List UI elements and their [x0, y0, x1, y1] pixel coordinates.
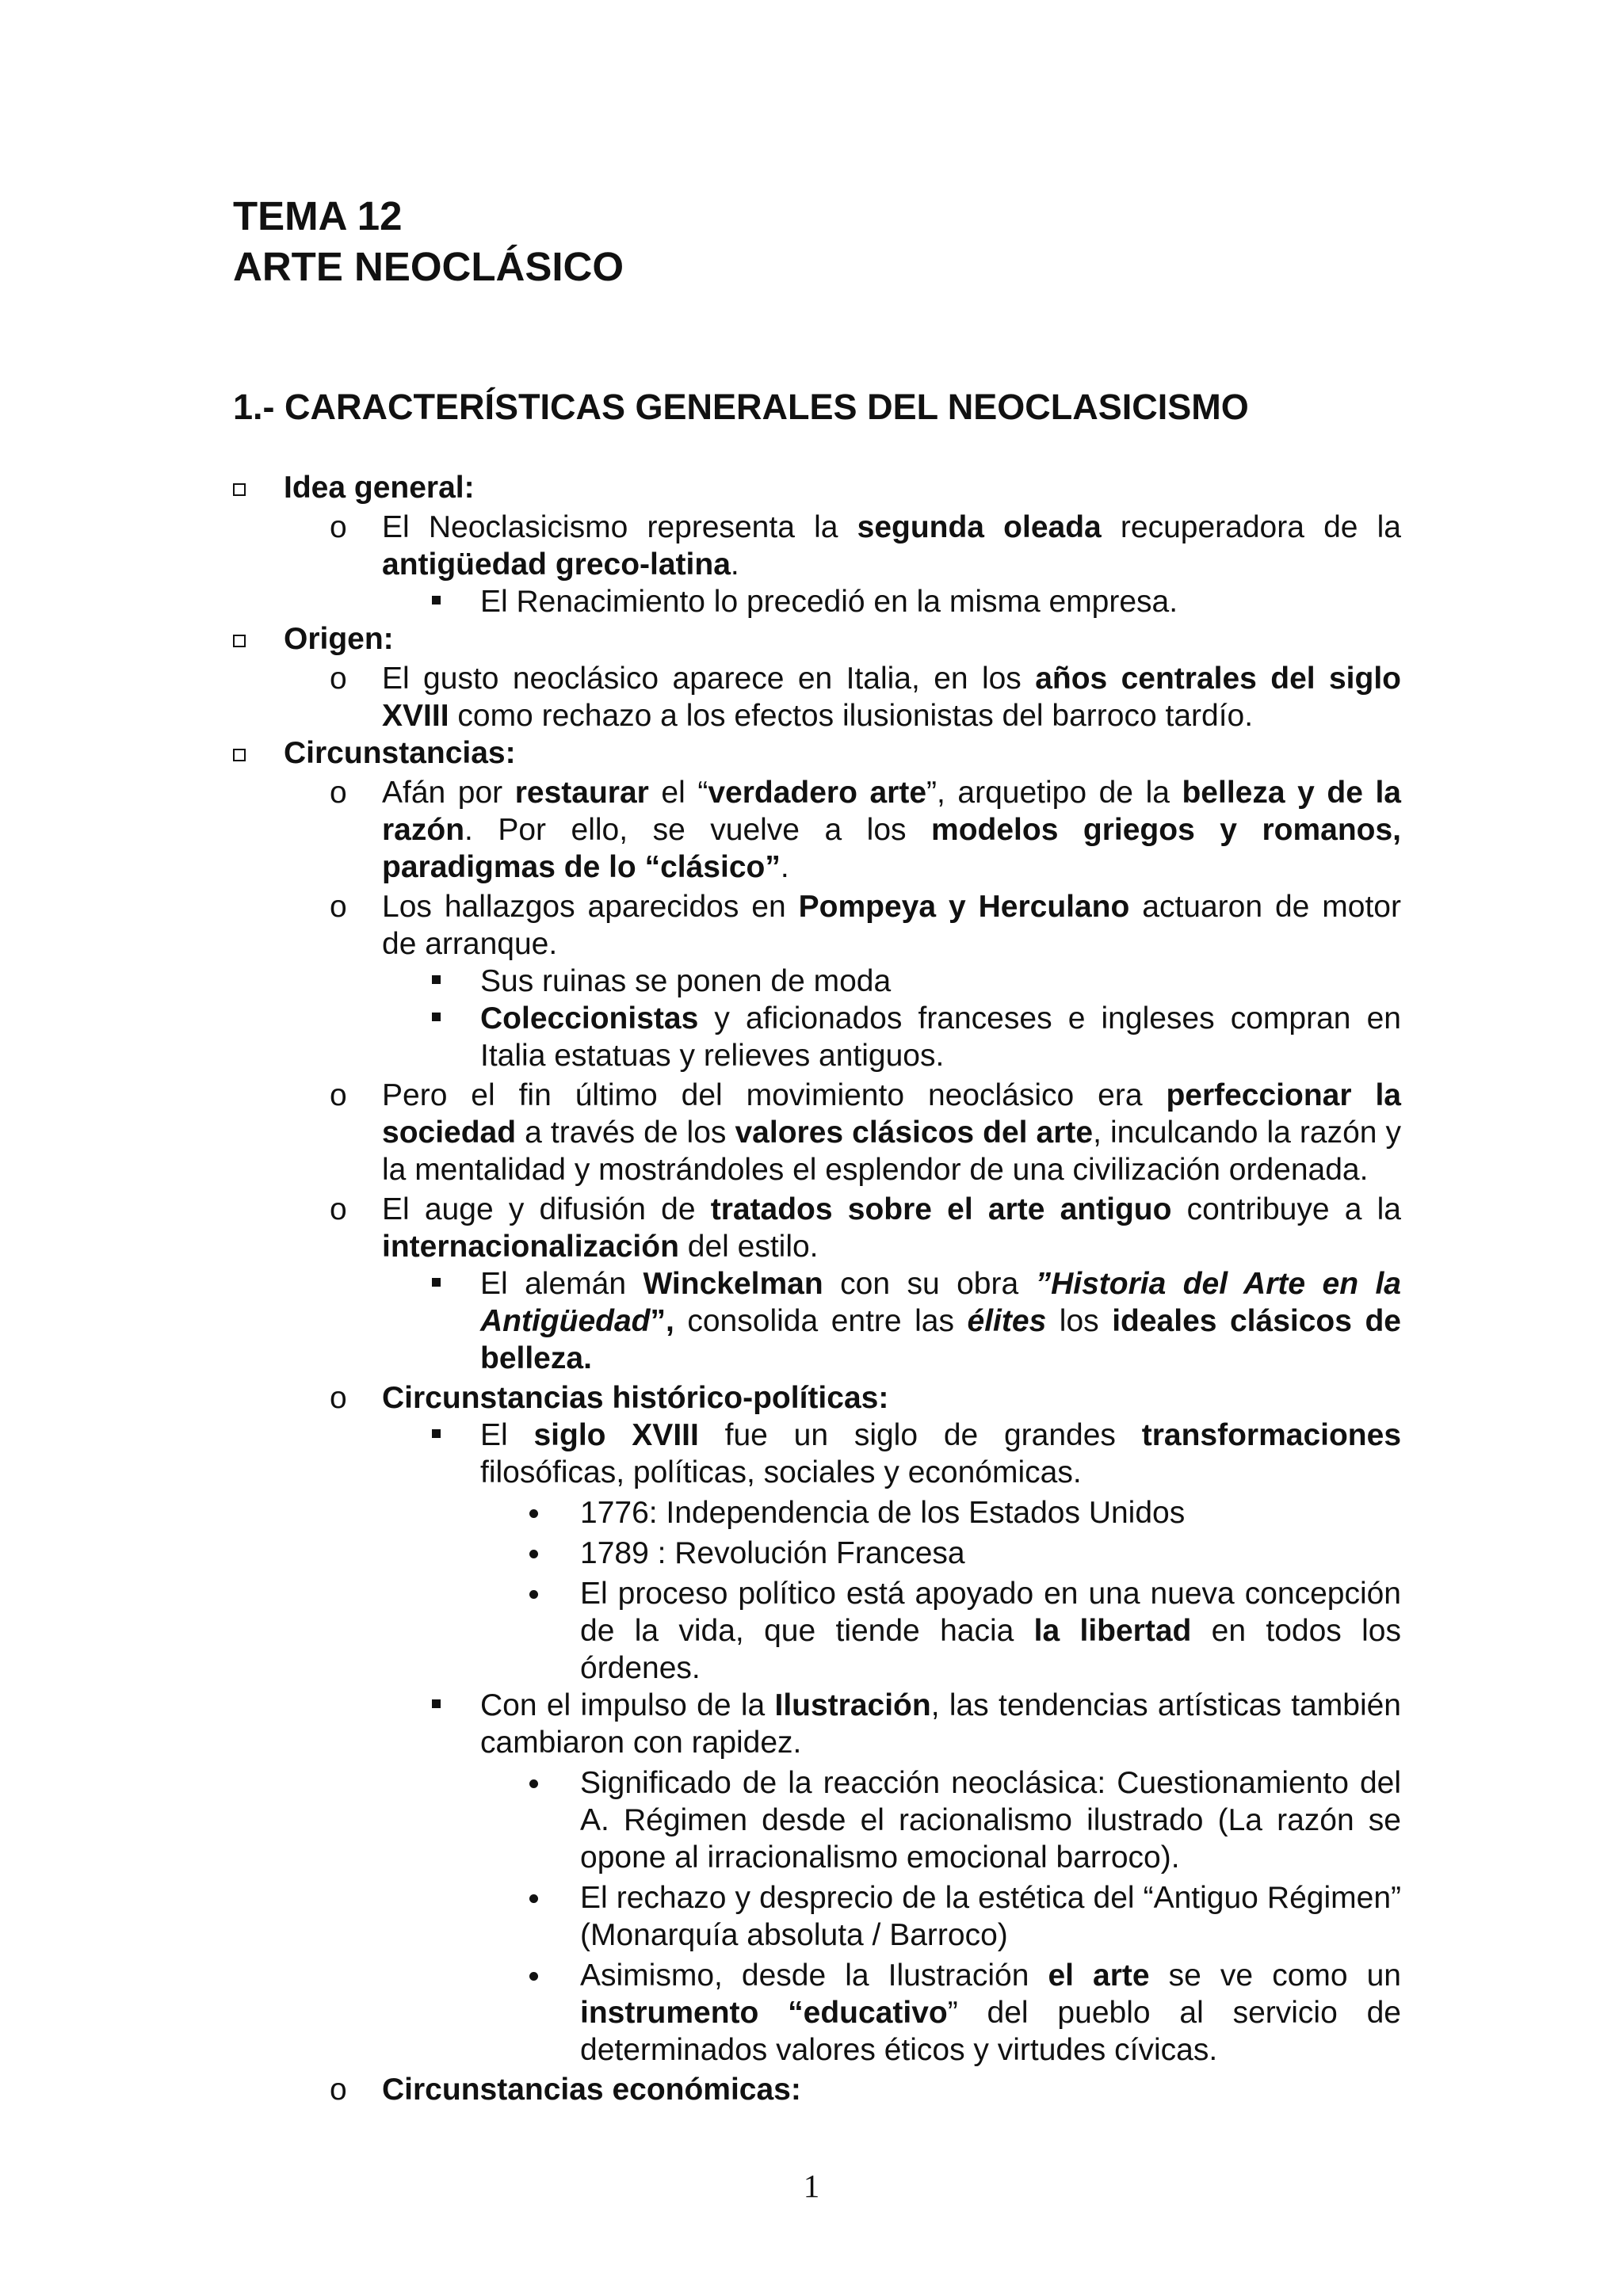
item-text: contribuye a la: [1171, 1192, 1401, 1226]
item-text: El rechazo y desprecio de la estética del “Antiguo Régimen” (Monarquía absoluta / Barroco): [580, 1881, 1401, 1952]
item-text: el “: [648, 776, 708, 810]
item-text: a través de los: [516, 1116, 735, 1150]
item-text: Sus ruinas se ponen de moda: [480, 964, 892, 998]
item-text: El alemán: [480, 1267, 643, 1301]
item-text: restaurar: [514, 776, 649, 810]
item-text: Pompeya y Herculano: [798, 890, 1130, 924]
item-text: 1789 : Revolución Francesa: [580, 1536, 965, 1570]
square-bullet-icon: [432, 975, 441, 984]
title-line-subject: ARTE NEOCLÁSICO: [233, 244, 624, 289]
item-text: los: [1046, 1304, 1113, 1338]
list-item: [233, 1535, 1401, 1572]
list-item: [233, 888, 1401, 963]
list-item: [233, 1687, 1401, 1761]
dot-bullet-icon: [529, 1509, 538, 1518]
list-item: [233, 1879, 1401, 1954]
item-text: tratados sobre el arte antiguo: [710, 1192, 1172, 1226]
dot-bullet-icon: [529, 1894, 538, 1903]
square-bullet-icon: [432, 1699, 441, 1708]
item-text: El Renacimiento lo precedió en la misma empresa.: [480, 585, 1178, 619]
item-text: Idea general:: [284, 471, 475, 505]
item-text: Coleccionistas: [480, 1001, 699, 1035]
item-text: la libertad: [1033, 1614, 1192, 1648]
item-text: Afán por: [382, 776, 515, 810]
circle-bullet-icon: o: [330, 1078, 347, 1112]
title-line-topic: TEMA 12: [233, 193, 403, 238]
item-text: ideales clásicos de belleza.: [480, 1304, 1401, 1375]
list-item: [233, 660, 1401, 734]
item-text: Circunstancias:: [284, 736, 516, 770]
item-text: transformaciones: [1141, 1418, 1402, 1452]
list-item: [233, 2071, 1401, 2108]
square-bullet-icon: [432, 1013, 441, 1021]
item-text: recuperadora de la: [1101, 510, 1401, 544]
dot-bullet-icon: [529, 1590, 538, 1599]
item-text: segunda oleada: [857, 510, 1102, 544]
item-text: Significado de la reacción neoclásica: Cuestionamiento del A. Régimen desde el racionalismo ilustrado (La razón se opone al irracionalismo emocional barroco).: [580, 1766, 1401, 1875]
item-text: .: [780, 850, 789, 884]
list-item: [233, 1000, 1401, 1074]
item-text: , las tendencias artísticas también cambiaron con rapidez.: [480, 1688, 1401, 1760]
list-item: [233, 1494, 1401, 1531]
list-item: [233, 1191, 1401, 1265]
item-text: actuaron de motor de arranque.: [382, 890, 1401, 961]
item-text: El gusto neoclásico aparece en Italia, en los: [382, 662, 1036, 696]
circle-bullet-icon: o: [330, 510, 347, 544]
item-text: modelos griegos y romanos, paradigmas de lo “clásico”: [382, 813, 1401, 884]
list-item: [233, 620, 1401, 658]
item-text: El proceso político está apoyado en una nueva concepción de la vida, que tiende hacia: [580, 1577, 1401, 1648]
item-text: ”Historia del Arte en la Antigüedad: [480, 1267, 1401, 1338]
item-text: verdadero arte: [708, 776, 927, 810]
item-text: Circunstancias histórico-políticas:: [382, 1381, 889, 1415]
dot-bullet-icon: [529, 1779, 538, 1788]
item-text: valores clásicos del arte: [735, 1116, 1094, 1150]
list-item: [233, 1379, 1401, 1417]
item-text: Ilustración: [774, 1688, 931, 1722]
item-text: ”, arquetipo de la: [926, 776, 1182, 810]
item-text: fue un siglo de grandes: [698, 1418, 1142, 1452]
outline-list: [233, 469, 1401, 2108]
circle-bullet-icon: o: [330, 2073, 347, 2107]
item-text: El Neoclasicismo representa la: [382, 510, 857, 544]
circle-bullet-icon: o: [330, 1381, 347, 1415]
list-item: [233, 1764, 1401, 1876]
dot-bullet-icon: [529, 1550, 538, 1558]
square-bullet-icon: [432, 596, 441, 605]
item-text: se ve como un: [1149, 1958, 1402, 1993]
item-text: ”,: [650, 1304, 674, 1338]
list-item: [233, 774, 1401, 886]
item-text: el arte: [1048, 1958, 1150, 1993]
item-text: perfeccionar la sociedad: [382, 1078, 1401, 1150]
checkbox-square-icon: [233, 483, 246, 496]
section-heading: 1.- CARACTERÍSTICAS GENERALES DEL NEOCLASICISMO: [233, 387, 1249, 427]
circle-bullet-icon: o: [330, 662, 347, 696]
item-text: en todos los órdenes.: [580, 1614, 1401, 1685]
dot-bullet-icon: [529, 1972, 538, 1981]
item-text: El: [480, 1418, 534, 1452]
item-text: 1776: Independencia de los Estados Unidos: [580, 1496, 1186, 1530]
item-text: .: [730, 547, 739, 582]
item-text: belleza y de la razón: [382, 776, 1401, 847]
list-item: [233, 963, 1401, 1000]
item-text: , inculcando la razón y la mentalidad y mostrándoles el esplendor de una civilización ordenada.: [382, 1116, 1402, 1187]
item-text: antigüedad greco-latina: [382, 547, 731, 582]
item-text: Origen:: [284, 622, 394, 656]
checkbox-square-icon: [233, 635, 246, 647]
item-text: Asimismo, desde la Ilustración: [580, 1958, 1048, 1993]
item-text: ” del pueblo al servicio de determinados valores éticos y virtudes cívicas.: [580, 1996, 1401, 2067]
item-text: siglo XVIII: [533, 1418, 699, 1452]
item-text: filosóficas, políticas, sociales y económicas.: [480, 1455, 1082, 1489]
item-text: élites: [967, 1304, 1047, 1338]
list-item: [233, 1575, 1401, 1687]
list-item: [233, 1265, 1401, 1377]
item-text: del estilo.: [678, 1230, 819, 1264]
item-text: El auge y difusión de: [382, 1192, 711, 1226]
item-text: . Por ello, se vuelve a los: [464, 813, 932, 847]
item-text: consolida entre las: [674, 1304, 968, 1338]
list-item: [233, 1957, 1401, 2069]
item-text: Pero el fin último del movimiento neoclásico era: [382, 1078, 1167, 1112]
item-text: Winckelman: [643, 1267, 823, 1301]
item-text: Con el impulso de la: [480, 1688, 775, 1722]
item-text: Circunstancias económicas:: [382, 2073, 801, 2107]
list-item: [233, 1417, 1401, 1491]
item-text: y aficionados franceses e ingleses compran en Italia estatuas y relieves antiguos.: [480, 1001, 1401, 1073]
list-item: [233, 1077, 1401, 1188]
item-text: con su obra: [823, 1267, 1036, 1301]
list-item: [233, 509, 1401, 583]
square-bullet-icon: [432, 1278, 441, 1287]
square-bullet-icon: [432, 1429, 441, 1438]
circle-bullet-icon: o: [330, 890, 347, 924]
document-title: [233, 191, 624, 292]
item-text: internacionalización: [382, 1230, 679, 1264]
item-text: como rechazo a los efectos ilusionistas del barroco tardío.: [449, 699, 1254, 733]
list-item: [233, 469, 1401, 506]
list-item: [233, 734, 1401, 772]
item-text: instrumento “educativo: [580, 1996, 948, 2030]
checkbox-square-icon: [233, 749, 246, 761]
circle-bullet-icon: o: [330, 1192, 347, 1226]
circle-bullet-icon: o: [330, 776, 347, 810]
item-text: Los hallazgos aparecidos en: [382, 890, 799, 924]
list-item: [233, 583, 1401, 620]
page-number: 1: [803, 2168, 820, 2204]
item-text: años centrales del siglo XVIII: [382, 662, 1401, 733]
